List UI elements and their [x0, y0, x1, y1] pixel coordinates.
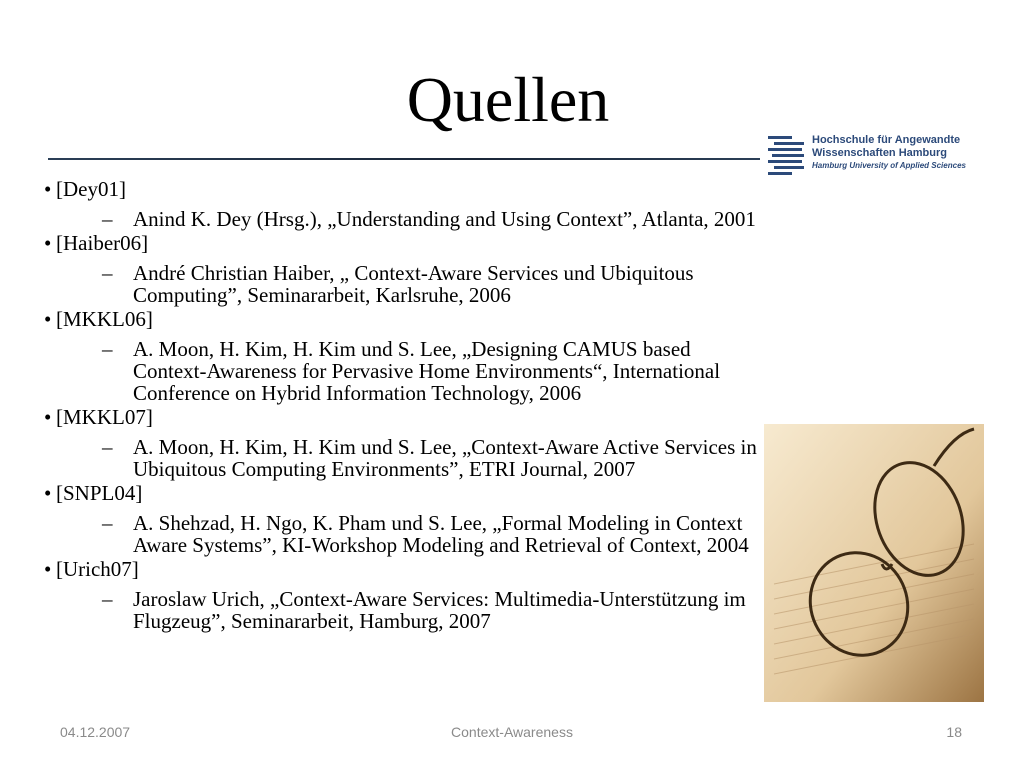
reference-item [44, 178, 760, 230]
reference-text: Anind K. Dey (Hrsg.), „Understanding and Using Context”, Atlanta, 2001 [133, 207, 756, 231]
glasses-photo [764, 424, 984, 702]
slide-title: Quellen [406, 64, 610, 135]
reference-entry: – A. Moon, H. Kim, H. Kim und S. Lee, „Designing CAMUS based Context-Awareness for Pervasive Home Environments“, International Conference on Hybrid Information Technology, 2006 [102, 337, 721, 405]
reference-text: A. Moon, H. Kim, H. Kim und S. Lee, „Designing CAMUS based Context-Awareness for Pervasive Home Environments“, International Conference on Hybrid Information Technology, 2006 [133, 337, 721, 405]
reference-item [44, 232, 760, 306]
reference-entry: – A. Moon, H. Kim, H. Kim und S. Lee, „Context-Aware Active Services in Ubiquitous Computing Environments”, ETRI Journal, 2007 [102, 435, 757, 481]
reference-entry: – Anind K. Dey (Hrsg.), „Understanding and Using Context”, Atlanta, 2001 [102, 207, 756, 231]
logo-text [812, 134, 966, 172]
title-divider [48, 158, 760, 160]
reference-entry: – André Christian Haiber, „ Context-Aware Services und Ubiquitous Computing”, Seminararbeit, Karlsruhe, 2006 [102, 261, 694, 307]
reference-item [44, 406, 760, 480]
logo-line-3: Hamburg University of Applied Sciences [812, 161, 966, 170]
logo-line-2: Wissenschaften Hamburg [812, 147, 947, 159]
reference-key: • [MKKL07] [44, 406, 760, 428]
logo-line-1: Hochschule für Angewandte [812, 134, 961, 146]
reference-key: • [Urich07] [44, 558, 760, 580]
university-logo [768, 134, 998, 178]
footer-date: 04.12.2007 [60, 724, 131, 740]
footer-title: Context-Awareness [451, 724, 573, 740]
reference-item [44, 558, 760, 632]
reference-key: • [Haiber06] [44, 232, 760, 254]
reference-text: A. Moon, H. Kim, H. Kim und S. Lee, „Context-Aware Active Services in Ubiquitous Computing Environments”, ETRI Journal, 2007 [133, 435, 757, 481]
reference-text: Jaroslaw Urich, „Context-Aware Services: Multimedia-Unterstützung im Flugzeug”, Seminararbeit, Hamburg, 2007 [133, 587, 746, 633]
reference-text: André Christian Haiber, „ Context-Aware Services und Ubiquitous Computing”, Seminararbeit, Karlsruhe, 2006 [133, 261, 694, 307]
reference-entry: – Jaroslaw Urich, „Context-Aware Services: Multimedia-Unterstützung im Flugzeug”, Seminararbeit, Hamburg, 2007 [102, 587, 746, 633]
glasses-on-paper-icon [764, 424, 984, 702]
reference-key: • [Dey01] [44, 178, 760, 200]
logo-bars-icon [768, 136, 804, 174]
reference-key: • [SNPL04] [44, 482, 760, 504]
reference-list [44, 178, 760, 634]
reference-item [44, 308, 760, 404]
reference-item [44, 482, 760, 556]
page-number: 18 [946, 724, 962, 740]
reference-entry: – A. Shehzad, H. Ngo, K. Pham und S. Lee, „Formal Modeling in Context Aware Systems”, KI-Workshop Modeling and Retrieval of Context, 2004 [102, 511, 749, 557]
reference-text: A. Shehzad, H. Ngo, K. Pham und S. Lee, „Formal Modeling in Context Aware Systems”, KI-Workshop Modeling and Retrieval of Context, 2004 [133, 511, 749, 557]
reference-key: • [MKKL06] [44, 308, 760, 330]
